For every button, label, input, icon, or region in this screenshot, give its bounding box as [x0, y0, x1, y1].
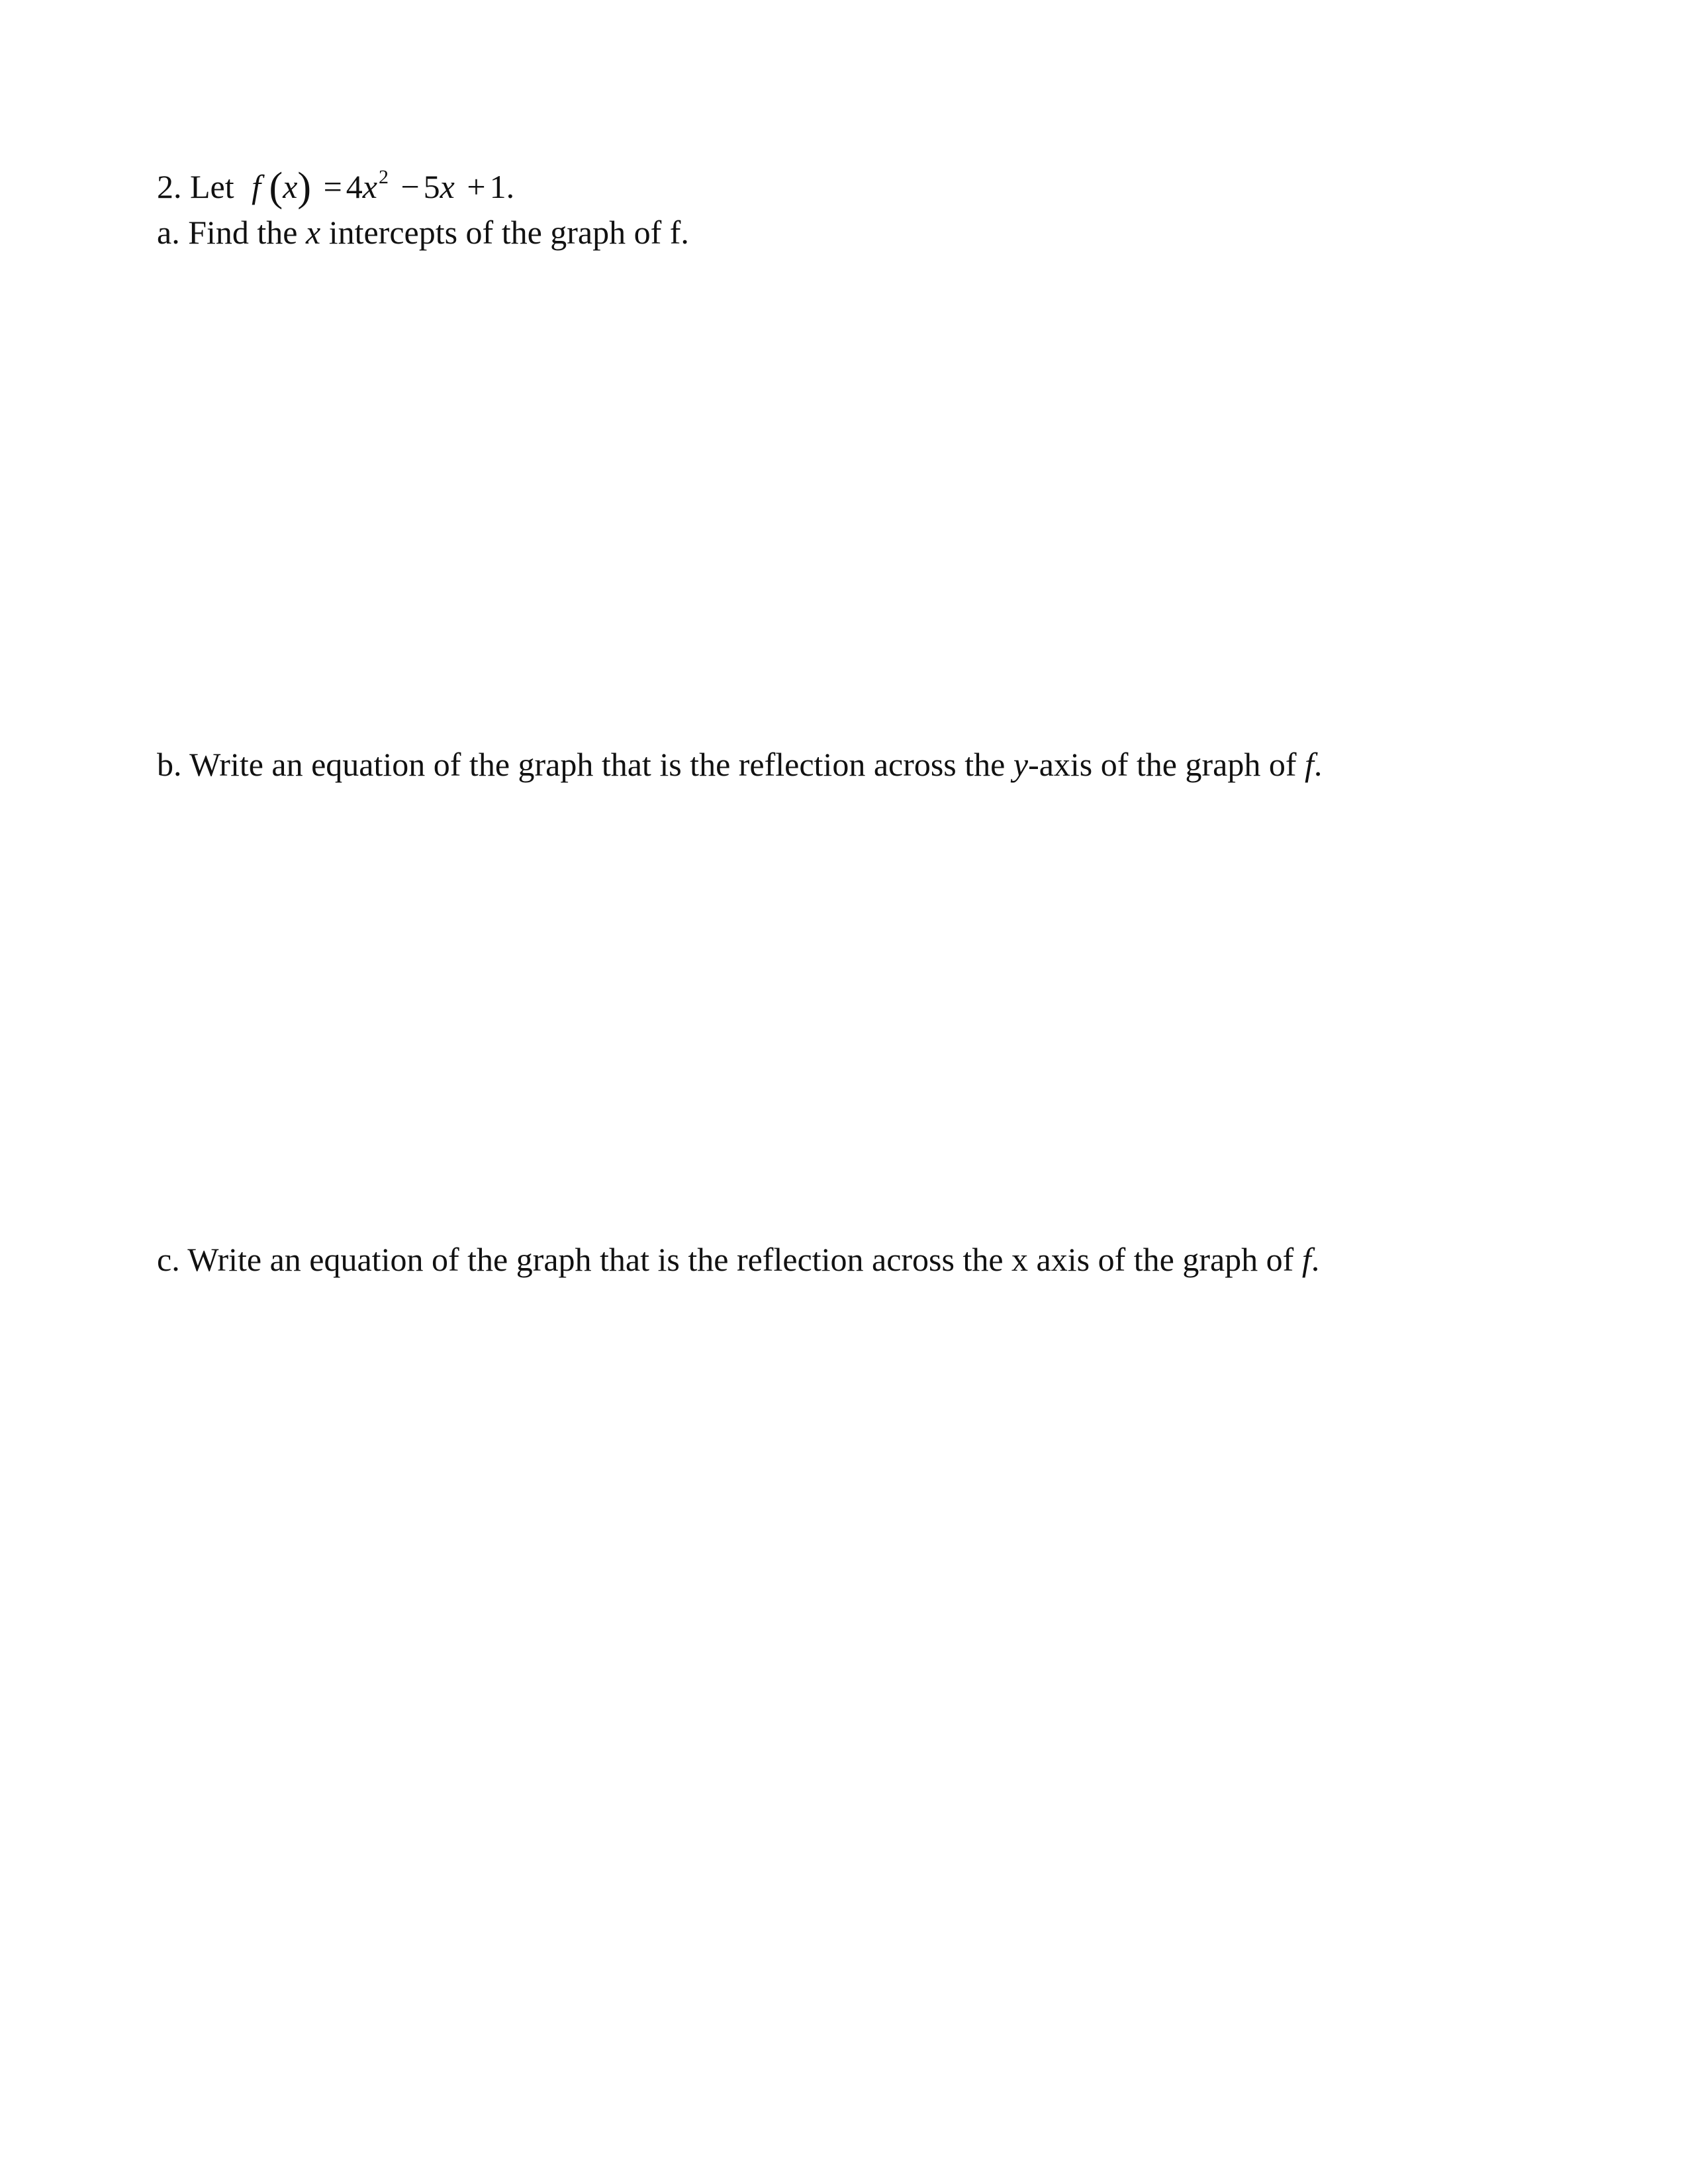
part-b-end: .	[1313, 746, 1323, 783]
period: .	[506, 168, 515, 205]
part-b-function: f	[1304, 746, 1314, 783]
function-definition	[252, 165, 515, 210]
equals-sign: =	[323, 168, 342, 205]
function-arg: x	[283, 168, 298, 205]
coefficient-a: 4	[346, 168, 363, 205]
plus-sign: +	[467, 168, 486, 205]
question-part-b	[157, 748, 1322, 781]
exponent: 2	[378, 166, 389, 188]
part-a-prefix: a. Find the	[157, 214, 306, 251]
variable-a: x	[362, 168, 377, 205]
part-a-suffix: intercepts of the graph of f.	[320, 214, 689, 251]
part-c-prefix: c. Write an equation of the graph that is the reflection across the x axis of the graph of	[157, 1241, 1302, 1278]
part-a-variable: x	[305, 214, 321, 251]
problem-statement	[157, 164, 515, 210]
minus-sign: −	[400, 168, 420, 205]
question-part-c	[157, 1243, 1319, 1276]
close-paren: )	[297, 165, 312, 210]
question-part-a	[157, 216, 689, 249]
problem-number: 2. Let	[157, 168, 234, 205]
constant-term: 1	[489, 168, 506, 205]
part-c-end: .	[1311, 1241, 1320, 1278]
part-b-middle: -axis of the graph of	[1028, 746, 1305, 783]
open-paren: (	[269, 165, 283, 210]
part-b-prefix: b. Write an equation of the graph that is the reflection across the	[157, 746, 1013, 783]
variable-b: x	[440, 168, 455, 205]
part-b-variable: y	[1013, 746, 1029, 783]
part-c-function: f	[1301, 1241, 1311, 1278]
coefficient-b: 5	[423, 168, 440, 205]
function-name: f	[252, 168, 261, 205]
